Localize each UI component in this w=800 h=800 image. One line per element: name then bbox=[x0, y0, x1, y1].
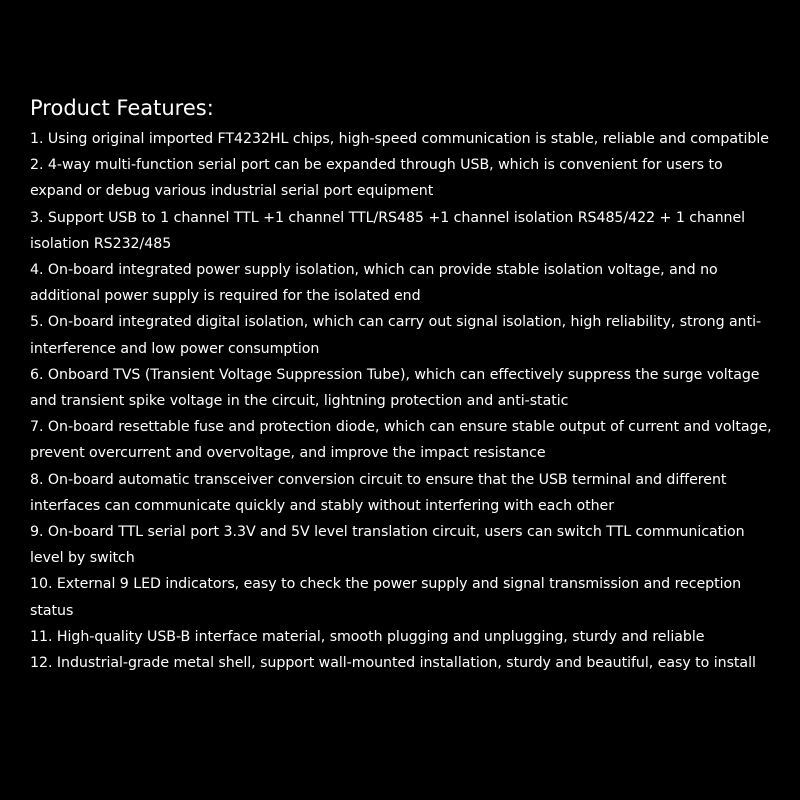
feature-item-6: 6. Onboard TVS (Transient Voltage Suppression Tube), which can effectively suppress the surge voltage and transient spike voltage in the circuit, lightning protection and anti-static bbox=[30, 366, 760, 410]
page-title: Product Features: bbox=[30, 96, 214, 120]
feature-list bbox=[30, 126, 778, 676]
feature-item-11: 11. High-quality USB-B interface material, smooth plugging and unplugging, sturdy and reliable bbox=[30, 628, 705, 645]
feature-item-2: 2. 4-way multi-function serial port can be expanded through USB, which is convenient for users to expand or debug various industrial serial port equipment bbox=[30, 157, 723, 200]
feature-item-1: 1. Using original imported FT4232HL chips, high-speed communication is stable, reliable and compatible bbox=[30, 131, 769, 147]
feature-item-7: 7. On-board resettable fuse and protection diode, which can ensure stable output of current and voltage, prevent overcurrent and overvoltage, and improve the impact resistance bbox=[30, 419, 772, 462]
feature-item-10: 10. External 9 LED indicators, easy to check the power supply and signal transmission and reception status bbox=[30, 576, 742, 619]
feature-item-8: 8. On-board automatic transceiver conversion circuit to ensure that the USB terminal and different interfaces can communicate quickly and stably without interfering with each other bbox=[30, 471, 727, 514]
feature-item-12: 12. Industrial-grade metal shell, support wall-mounted installation, sturdy and beautiful, easy to install bbox=[30, 655, 756, 672]
feature-item-9: 9. On-board TTL serial port 3.3V and 5V level translation circuit, users can switch TTL communication level by switch bbox=[30, 524, 745, 567]
product-features bbox=[30, 94, 778, 676]
feature-item-5: 5. On-board integrated digital isolation, which can carry out signal isolation, high reliability, strong anti-interference and low power consumption bbox=[30, 314, 762, 357]
feature-item-4: 4. On-board integrated power supply isolation, which can provide stable isolation voltage, and no additional power supply is required for the isolated end bbox=[30, 262, 718, 305]
feature-item-3: 3. Support USB to 1 channel TTL +1 channel TTL/RS485 +1 channel isolation RS485/422 + 1 channel isolation RS232/485 bbox=[30, 209, 746, 252]
